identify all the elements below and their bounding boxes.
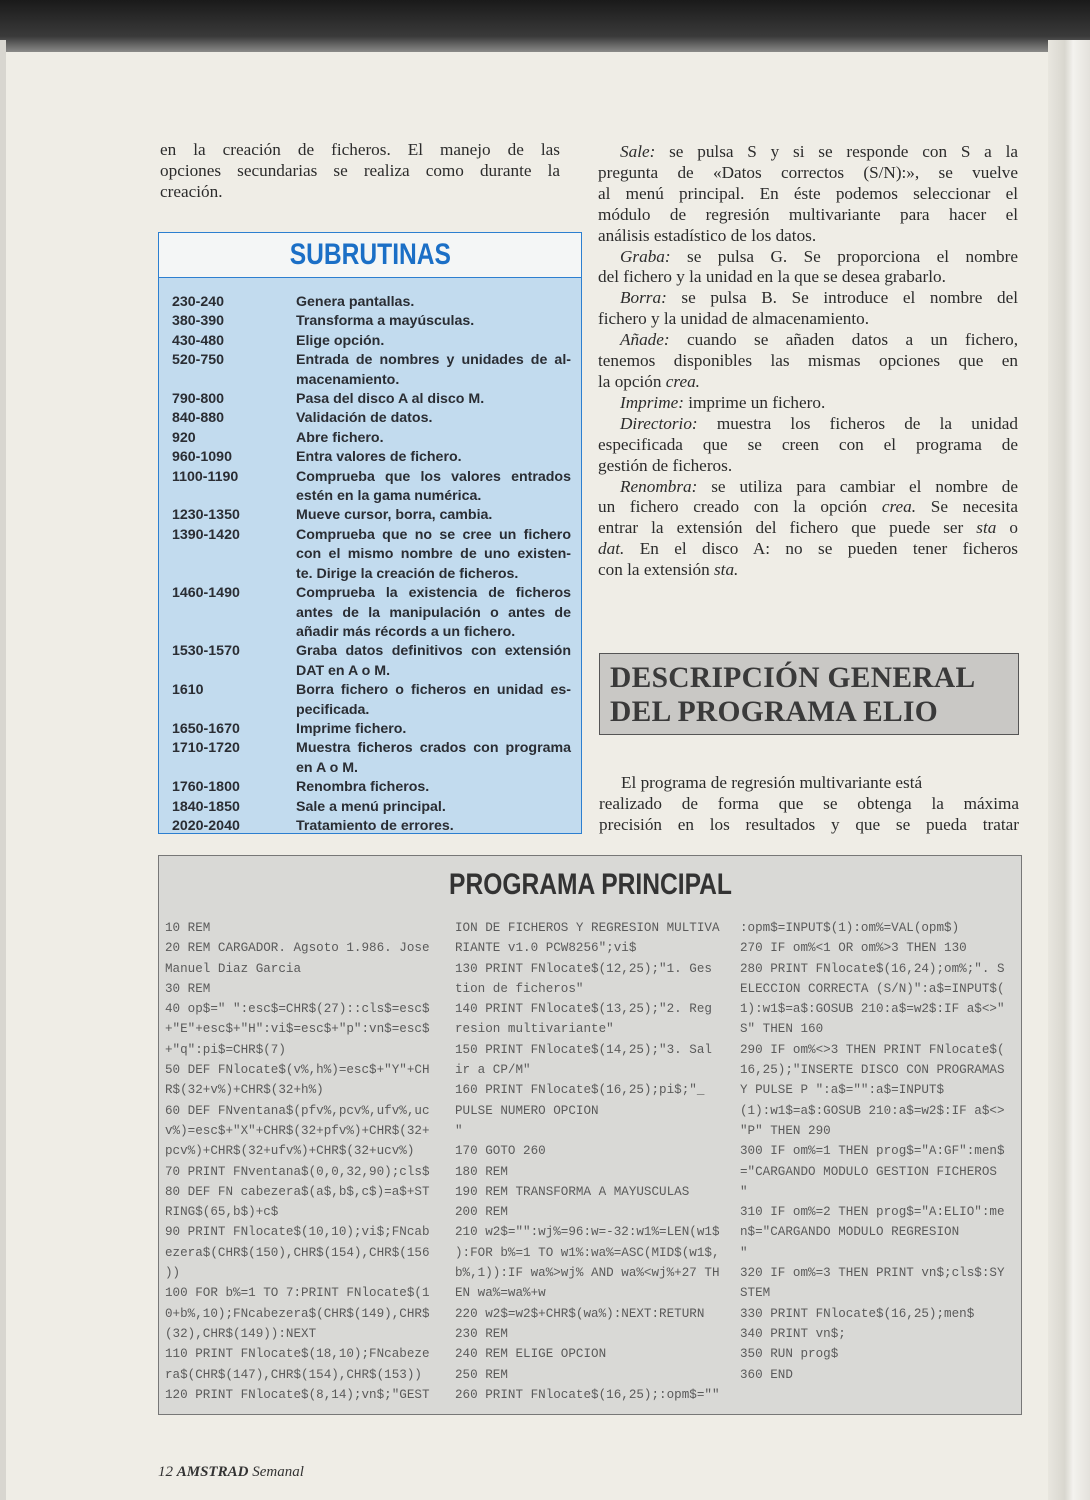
text-line: Mueve cursor, borra, cambia. bbox=[296, 507, 493, 524]
code-line: 250 REM bbox=[455, 1367, 508, 1382]
text-line: macenamiento. bbox=[296, 371, 400, 388]
code-line: (1):w1$=a$:GOSUB 210:a$=w2$:IF a$<> bbox=[740, 1103, 1005, 1118]
option-paragraph bbox=[598, 247, 1018, 289]
subroutine-row bbox=[172, 293, 571, 312]
text-line: precisión en los resultados y que se pueda tratar bbox=[599, 814, 1019, 834]
line-range: 920 bbox=[172, 429, 196, 446]
code-line: tion de ficheros" bbox=[455, 981, 584, 996]
subroutine-description bbox=[296, 506, 571, 525]
subroutine-description bbox=[296, 584, 571, 642]
code-line: 60 DEF FNventana$(pfv%,pcv%,ufv%,uc bbox=[165, 1103, 430, 1118]
code-line: 130 PRINT FNlocate$(12,25);"1. Ges bbox=[455, 961, 712, 976]
text-line: pecificada. bbox=[296, 701, 370, 718]
code-line: 120 PRINT FNlocate$(8,14);vn$;"GEST bbox=[165, 1387, 430, 1402]
code-line: STEM bbox=[740, 1286, 771, 1301]
code-line: 0+b%,10);FNcabezera$(CHR$(149),CHR$ bbox=[165, 1306, 430, 1321]
text-line bbox=[598, 393, 1018, 414]
code-line: :opm$=INPUT$(1):om%=VAL(opm$) bbox=[740, 921, 960, 935]
code-line: 80 DEF FN cabezera$(a$,b$,c$)=a$+ST bbox=[165, 1184, 430, 1199]
option-name: Añade: bbox=[620, 330, 670, 350]
subroutine-row bbox=[172, 720, 571, 739]
text-line bbox=[598, 205, 1018, 226]
subroutine-row bbox=[172, 468, 571, 507]
section-heading-box bbox=[599, 653, 1019, 735]
option-paragraph bbox=[598, 393, 1018, 414]
option-name: sta. bbox=[713, 560, 739, 580]
code-line: ezera$(CHR$(150),CHR$(154),CHR$(156 bbox=[165, 1245, 430, 1260]
text-line: Entra valores de fichero. bbox=[296, 449, 462, 466]
text-line bbox=[598, 435, 1018, 456]
section-heading bbox=[600, 654, 1018, 729]
text-line: Validación de datos. bbox=[296, 410, 433, 427]
code-line: PULSE NUMERO OPCION bbox=[455, 1103, 599, 1118]
code-line: Y PULSE P ":a$="":a$=INPUT$ bbox=[740, 1083, 945, 1098]
subroutine-row bbox=[172, 332, 571, 351]
code-line: ):FOR b%=1 TO w1%:wa%=ASC(MID$(w1$, bbox=[455, 1245, 720, 1260]
code-column-2 bbox=[455, 918, 720, 1405]
subroutine-description bbox=[296, 312, 571, 331]
text-line: Pasa del disco A al disco M. bbox=[296, 391, 485, 408]
code-line: 40 op$=" ":esc$=CHR$(27)::cls$=esc$ bbox=[165, 1002, 430, 1017]
option-paragraph bbox=[598, 288, 1018, 330]
text-line: realizado de forma que se obtenga la máxima bbox=[599, 793, 1019, 813]
intro-paragraph bbox=[160, 140, 560, 203]
text-line bbox=[598, 267, 1018, 288]
code-line: n$="CARGANDO MODULO REGRESION bbox=[740, 1225, 960, 1240]
line-range: 1230-1350 bbox=[172, 507, 240, 524]
line-range: 1760-1800 bbox=[172, 779, 240, 796]
line-range: 2020-2040 bbox=[172, 817, 240, 834]
code-line: 350 RUN prog$ bbox=[740, 1347, 839, 1362]
option-name: sta bbox=[976, 518, 997, 538]
text-line bbox=[598, 288, 1018, 309]
subroutine-row bbox=[172, 506, 571, 525]
text-line: Tratamiento de errores. bbox=[296, 817, 454, 834]
code-line: 230 REM bbox=[455, 1326, 508, 1341]
line-range: 520-750 bbox=[172, 352, 225, 369]
text-line: Comprueba la existencia de ficheros bbox=[296, 585, 571, 602]
subroutine-description bbox=[296, 642, 571, 681]
subroutine-description bbox=[296, 468, 571, 507]
text-line bbox=[598, 330, 1018, 351]
text-line bbox=[598, 539, 1018, 560]
code-line: 50 DEF FNlocate$(v%,h%)=esc$+"Y"+CH bbox=[165, 1063, 430, 1078]
text-line bbox=[598, 142, 1018, 163]
scan-top-border bbox=[0, 0, 1090, 52]
option-name: Renombra: bbox=[620, 476, 698, 496]
code-line: 300 IF om%=1 THEN prog$="A:GF":men$ bbox=[740, 1144, 1005, 1159]
code-line: EN wa%=wa%+w bbox=[455, 1286, 546, 1301]
subroutine-description bbox=[296, 526, 571, 584]
magazine-name: AMSTRAD bbox=[176, 1464, 249, 1480]
text-line bbox=[598, 247, 1018, 268]
text-segment: análisis estadístico de los datos. bbox=[598, 225, 817, 245]
code-line: 270 IF om%<1 OR om%>3 THEN 130 bbox=[740, 941, 967, 956]
subroutine-row bbox=[172, 448, 571, 467]
line-range: 1840-1850 bbox=[172, 798, 240, 815]
text-line: Comprueba que los valores entrados bbox=[296, 468, 571, 485]
line-range: 840-880 bbox=[172, 410, 225, 427]
text-segment: módulo de regresión multivariante para hacer el bbox=[598, 204, 1018, 224]
subroutine-description bbox=[296, 778, 571, 797]
text-line: con el mismo nombre de uno existen- bbox=[296, 546, 571, 563]
program-title: PROGRAMA PRINCIPAL bbox=[448, 868, 732, 901]
code-line: 20 REM CARGADOR. Agsoto 1.986. Jose bbox=[165, 941, 430, 956]
text-line bbox=[598, 414, 1018, 435]
code-line: RIANTE v1.0 PCW8256";vi$ bbox=[455, 941, 637, 956]
line-range: 1710-1720 bbox=[172, 740, 240, 757]
subroutine-description bbox=[296, 351, 571, 390]
line-range: 1610 bbox=[172, 682, 204, 699]
code-line: RING$(65,b$)+c$ bbox=[165, 1205, 279, 1220]
text-segment: especificada que se creen con el programa de bbox=[598, 434, 1018, 454]
code-line: 16,25);"INSERTE DISCO CON PROGRAMAS bbox=[740, 1063, 1005, 1078]
heading-line: DESCRIPCIÓN GENERAL bbox=[610, 662, 976, 694]
text-line: creación. bbox=[160, 181, 223, 201]
code-line: ION DE FICHEROS Y REGRESION MULTIVA bbox=[455, 921, 720, 935]
option-name: crea. bbox=[881, 497, 917, 517]
text-line bbox=[598, 372, 1018, 393]
option-name: Borra: bbox=[620, 288, 667, 308]
code-line: 340 PRINT vn$; bbox=[740, 1326, 846, 1341]
line-range: 1100-1190 bbox=[172, 468, 239, 485]
text-line: antes de la manipulación o antes de bbox=[296, 604, 571, 621]
subroutine-row bbox=[172, 390, 571, 409]
subroutine-row bbox=[172, 312, 571, 331]
line-range: 1390-1420 bbox=[172, 526, 240, 543]
code-line: 1):w1$=a$:GOSUB 210:a$=w2$:IF a$<>" bbox=[740, 1002, 1005, 1017]
text-segment: tenemos disponibles las mismas opciones que en bbox=[598, 351, 1018, 371]
subrutinas-list bbox=[172, 293, 571, 836]
subroutine-description bbox=[296, 681, 571, 720]
text-line: Renombra ficheros. bbox=[296, 779, 430, 796]
text-segment: la opción bbox=[598, 371, 666, 391]
text-line bbox=[598, 477, 1018, 498]
text-line: Elige opción. bbox=[296, 332, 385, 349]
code-line: 150 PRINT FNlocate$(14,25);"3. Sal bbox=[455, 1042, 712, 1057]
text-segment: se pulsa G. Se proporciona el nombre bbox=[670, 246, 1018, 266]
code-line: " bbox=[740, 1245, 748, 1260]
text-segment: al menú principal. En éste podemos seleccionar el bbox=[598, 183, 1018, 203]
line-range: 1650-1670 bbox=[172, 720, 240, 737]
code-column-1 bbox=[165, 918, 430, 1405]
text-line: Entrada de nombres y unidades de al- bbox=[296, 352, 571, 369]
line-range: 230-240 bbox=[172, 294, 225, 310]
text-line: añadir más récords a un fichero. bbox=[296, 623, 516, 640]
code-line: ra$(CHR$(147),CHR$(154),CHR$(153)) bbox=[165, 1367, 422, 1382]
option-name: Sale: bbox=[620, 142, 656, 161]
code-line: 30 REM bbox=[165, 981, 211, 996]
subroutine-description bbox=[296, 798, 571, 817]
text-segment: Se necesita bbox=[916, 497, 1018, 517]
code-line: R$(32+v%)+CHR$(32+h%) bbox=[165, 1083, 324, 1098]
code-line: 240 REM ELIGE OPCION bbox=[455, 1347, 607, 1362]
text-segment: cuando se añaden datos a un fichero, bbox=[669, 330, 1018, 350]
subroutine-row bbox=[172, 681, 571, 720]
text-line bbox=[598, 497, 1018, 518]
options-description bbox=[598, 142, 1018, 581]
page-gutter bbox=[1048, 40, 1090, 1500]
text-line bbox=[598, 351, 1018, 372]
text-line bbox=[598, 226, 1018, 247]
code-line: +"E"+esc$+"H":vi$=esc$+"p":vn$=esc$ bbox=[165, 1022, 430, 1037]
option-paragraph bbox=[598, 414, 1018, 477]
line-range: 790-800 bbox=[172, 391, 225, 408]
code-line: ELECCION CORRECTA (S/N)":a$=INPUT$( bbox=[740, 981, 1005, 996]
text-segment: con la extensión bbox=[598, 560, 714, 580]
code-line: 220 w2$=w2$+CHR$(wa%):NEXT:RETURN bbox=[455, 1306, 705, 1321]
text-line: opciones secundarias se realiza como durante la bbox=[160, 160, 560, 180]
text-line: te. Dirige la creación de ficheros. bbox=[296, 565, 519, 582]
text-line bbox=[598, 560, 1018, 581]
code-line: 280 PRINT FNlocate$(16,24);om%;". S bbox=[740, 961, 1005, 976]
subroutine-description bbox=[296, 448, 571, 467]
text-line bbox=[598, 518, 1018, 539]
text-line: Muestra ficheros crados con programa bbox=[296, 740, 571, 757]
code-line: v%)=esc$+"X"+CHR$(32+pfv%)+CHR$(32+ bbox=[165, 1123, 430, 1138]
code-line: 320 IF om%=3 THEN PRINT vn$;cls$:SY bbox=[740, 1266, 1005, 1281]
section-body bbox=[599, 773, 1019, 836]
text-segment: un fichero creado con la opción bbox=[598, 497, 882, 517]
option-paragraph bbox=[598, 142, 1018, 247]
line-range: 380-390 bbox=[172, 313, 225, 330]
code-line: 360 END bbox=[740, 1367, 793, 1382]
text-line: Genera pantallas. bbox=[296, 294, 415, 310]
subroutine-description bbox=[296, 332, 571, 351]
code-line: 170 GOTO 260 bbox=[455, 1144, 546, 1159]
code-line: 70 PRINT FNventana$(0,0,32,90);cls$ bbox=[165, 1164, 430, 1179]
subroutine-row bbox=[172, 778, 571, 797]
text-segment: entrar la extensión del fichero que puede ser bbox=[598, 518, 977, 538]
code-line: 180 REM bbox=[455, 1164, 508, 1179]
page-number: 12 bbox=[158, 1464, 173, 1480]
subrutinas-title: SUBRUTINAS bbox=[289, 238, 451, 271]
code-line: " bbox=[455, 1123, 463, 1138]
line-range: 1460-1490 bbox=[172, 585, 240, 602]
text-line: Imprime fichero. bbox=[296, 720, 407, 737]
subroutine-row bbox=[172, 526, 571, 584]
text-segment: fichero y la unidad de almacenamiento. bbox=[598, 309, 870, 329]
text-segment: imprime un fichero. bbox=[683, 392, 826, 412]
text-line: Sale a menú principal. bbox=[296, 798, 446, 815]
line-range: 1530-1570 bbox=[172, 643, 240, 660]
page-left-edge bbox=[0, 40, 6, 1500]
option-name: Imprime: bbox=[620, 392, 684, 412]
code-line: "P" THEN 290 bbox=[740, 1123, 831, 1138]
code-line: (32),CHR$(149)):NEXT bbox=[165, 1326, 317, 1341]
option-name: Directorio: bbox=[620, 413, 698, 433]
text-line: Graba datos definitivos con extensión bbox=[296, 643, 571, 660]
text-line: en la creación de ficheros. El manejo de las bbox=[160, 140, 560, 159]
code-column-3 bbox=[740, 918, 1005, 1385]
code-line: 190 REM TRANSFORMA A MAYUSCULAS bbox=[455, 1184, 690, 1199]
line-range: 960-1090 bbox=[172, 449, 232, 466]
magazine-section: Semanal bbox=[252, 1464, 304, 1480]
text-segment: En el disco A: no se pueden tener ficheros bbox=[624, 539, 1018, 559]
text-line bbox=[598, 184, 1018, 205]
text-line: Borra fichero o ficheros en unidad es- bbox=[296, 682, 571, 699]
code-line: Manuel Diaz Garcia bbox=[165, 961, 302, 976]
option-name: dat. bbox=[598, 539, 625, 559]
subroutine-row bbox=[172, 351, 571, 390]
code-line: 310 IF om%=2 THEN prog$="A:ELIO":me bbox=[740, 1205, 1005, 1220]
code-line: 260 PRINT FNlocate$(16,25);:opm$="" bbox=[455, 1387, 720, 1402]
text-segment: del fichero y la unidad en la que se desea grabarlo. bbox=[598, 267, 946, 287]
text-segment: muestra los ficheros de la unidad bbox=[697, 413, 1018, 433]
code-line: 110 PRINT FNlocate$(18,10);FNcabeze bbox=[165, 1347, 430, 1362]
page-footer bbox=[158, 1464, 304, 1481]
text-segment: se utiliza para cambiar el nombre de bbox=[697, 476, 1018, 496]
text-line: Transforma a mayúsculas. bbox=[296, 313, 475, 330]
code-line: ="CARGANDO MODULO GESTION FICHEROS bbox=[740, 1164, 997, 1179]
subroutine-row bbox=[172, 739, 571, 778]
text-segment: gestión de ficheros. bbox=[598, 455, 733, 475]
text-line: DAT en A o M. bbox=[296, 662, 391, 679]
subroutine-description bbox=[296, 817, 571, 836]
code-line: b%,1)):IF wa%>wj% AND wa%<wj%+27 TH bbox=[455, 1266, 720, 1281]
subroutine-description bbox=[296, 293, 571, 312]
code-line: resion multivariante" bbox=[455, 1022, 614, 1037]
subroutine-row bbox=[172, 817, 571, 836]
option-paragraph bbox=[598, 477, 1018, 582]
option-paragraph bbox=[598, 330, 1018, 393]
text-line: El programa de regresión multivariante está bbox=[621, 773, 923, 792]
subrutinas-box bbox=[158, 232, 582, 834]
text-line bbox=[598, 309, 1018, 330]
subroutine-description bbox=[296, 429, 571, 448]
code-line: 210 w2$="":wj%=96:w=-32:w1%=LEN(w1$ bbox=[455, 1225, 720, 1240]
heading-line: DEL PROGRAMA ELIO bbox=[610, 696, 939, 728]
text-line: estén en la gama numérica. bbox=[296, 488, 482, 505]
subroutine-row bbox=[172, 584, 571, 642]
text-segment: o bbox=[996, 518, 1018, 538]
code-line: 140 PRINT FNlocate$(13,25);"2. Reg bbox=[455, 1002, 712, 1017]
code-line: " bbox=[740, 1184, 748, 1199]
code-line: )) bbox=[165, 1266, 181, 1281]
code-line: 90 PRINT FNlocate$(10,10);vi$;FNcab bbox=[165, 1225, 430, 1240]
text-line bbox=[598, 163, 1018, 184]
text-line: Abre fichero. bbox=[296, 429, 384, 446]
text-line: Comprueba que no se cree un fichero bbox=[296, 526, 571, 543]
code-line: ir a CP/M" bbox=[455, 1063, 531, 1078]
subroutine-description bbox=[296, 409, 571, 428]
code-line: 100 FOR b%=1 TO 7:PRINT FNlocate$(1 bbox=[165, 1286, 430, 1301]
subroutine-row bbox=[172, 642, 571, 681]
text-line bbox=[598, 456, 1018, 477]
subroutine-row bbox=[172, 798, 571, 817]
line-range: 430-480 bbox=[172, 332, 225, 349]
code-line: 160 PRINT FNlocate$(16,25);pi$;"_ bbox=[455, 1083, 705, 1098]
program-listing-box bbox=[158, 855, 1022, 1415]
subroutine-row bbox=[172, 429, 571, 448]
code-line: 200 REM bbox=[455, 1205, 508, 1220]
text-segment: se pulsa B. Se introduce el nombre del bbox=[666, 288, 1018, 308]
text-segment: se pulsa S y si se responde con S a la bbox=[655, 142, 1018, 161]
subroutine-description bbox=[296, 720, 571, 739]
option-name: crea. bbox=[665, 371, 700, 391]
subroutine-row bbox=[172, 409, 571, 428]
code-line: 10 REM bbox=[165, 921, 211, 935]
code-line: S" THEN 160 bbox=[740, 1022, 824, 1037]
subroutine-description bbox=[296, 739, 571, 778]
subroutine-description bbox=[296, 390, 571, 409]
code-line: +"q":pi$=CHR$(7) bbox=[165, 1042, 286, 1057]
subrutinas-header bbox=[159, 233, 581, 278]
code-line: 330 PRINT FNlocate$(16,25);men$ bbox=[740, 1306, 975, 1321]
code-line: pcv%)+CHR$(32+ufv%)+CHR$(32+ucv%) bbox=[165, 1144, 415, 1159]
text-line: en A o M. bbox=[296, 759, 359, 776]
code-line: 290 IF om%<>3 THEN PRINT FNlocate$( bbox=[740, 1042, 1005, 1057]
text-segment: pregunta de «Datos correctos (S/N):», se vuelve bbox=[598, 162, 1018, 182]
option-name: Graba: bbox=[620, 246, 671, 266]
